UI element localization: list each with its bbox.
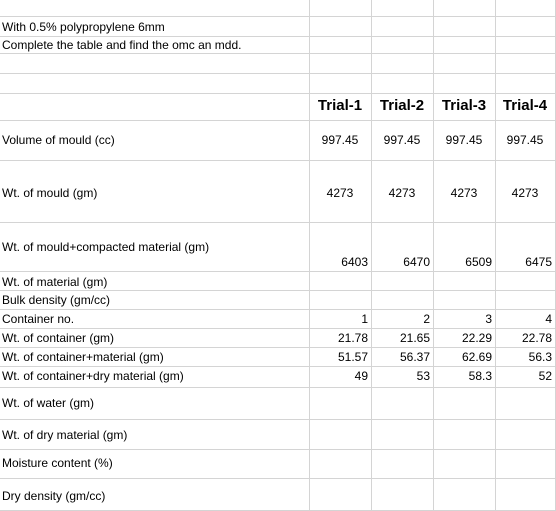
row-border — [0, 93, 556, 94]
row-border — [0, 309, 556, 310]
row-label-dry-density: Dry density (gm/cc) — [2, 489, 106, 503]
cell-container-t4: 22.78 — [521, 331, 552, 345]
row-border — [0, 53, 556, 54]
row-border — [0, 271, 556, 272]
cell-compacted-t4: 6475 — [525, 255, 552, 269]
row-border — [0, 73, 556, 74]
row-border — [0, 160, 556, 161]
cell-container-no-t3: 3 — [485, 312, 492, 326]
cell-volume-t3: 997.45 — [445, 133, 483, 147]
cell-compacted-t1: 6403 — [341, 255, 368, 269]
row-border — [0, 387, 556, 388]
row-border — [0, 290, 556, 291]
row-border — [0, 347, 556, 348]
row-label-volume: Volume of mould (cc) — [2, 133, 115, 147]
intro-line-2: Complete the table and find the omc an mdd. — [2, 38, 242, 52]
cell-container-dry-t2: 53 — [416, 369, 430, 383]
cell-container-t2: 21.65 — [399, 331, 430, 345]
cell-container-t3: 22.29 — [461, 331, 492, 345]
cell-mould-t1: 4273 — [326, 186, 354, 200]
cell-volume-t4: 997.45 — [506, 133, 544, 147]
row-border — [0, 449, 556, 450]
row-border — [0, 419, 556, 420]
row-border — [0, 222, 556, 223]
cell-container-dry-t3: 58.3 — [468, 369, 492, 383]
header-trial-2: Trial-2 — [379, 97, 425, 114]
row-border — [0, 478, 556, 479]
header-trial-3: Trial-3 — [441, 97, 487, 114]
cell-compacted-t3: 6509 — [465, 255, 492, 269]
row-label-mould: Wt. of mould (gm) — [2, 186, 98, 200]
row-border — [0, 328, 556, 329]
row-label-material: Wt. of material (gm) — [2, 275, 108, 289]
row-label-compacted: Wt. of mould+compacted material (gm) — [2, 240, 210, 254]
row-label-container-material: Wt. of container+material (gm) — [2, 350, 164, 364]
row-label-dry-material: Wt. of dry material (gm) — [2, 428, 128, 442]
intro-line-1: With 0.5% polypropylene 6mm — [2, 20, 165, 34]
row-label-water: Wt. of water (gm) — [2, 396, 95, 410]
cell-container-no-t1: 1 — [361, 312, 368, 326]
cell-container-dry-t1: 49 — [354, 369, 368, 383]
header-trial-4: Trial-4 — [502, 97, 548, 114]
cell-container-material-t3: 62.69 — [461, 350, 492, 364]
cell-volume-t2: 997.45 — [383, 133, 421, 147]
cell-container-dry-t4: 52 — [538, 369, 552, 383]
row-label-container: Wt. of container (gm) — [2, 331, 115, 345]
cell-container-material-t2: 56.37 — [399, 350, 430, 364]
cell-container-material-t1: 51.57 — [337, 350, 368, 364]
row-label-moisture: Moisture content (%) — [2, 456, 113, 470]
cell-volume-t1: 997.45 — [321, 133, 359, 147]
row-label-container-dry: Wt. of container+dry material (gm) — [2, 369, 184, 383]
row-label-container-no: Container no. — [2, 312, 75, 326]
cell-container-material-t4: 56.3 — [528, 350, 552, 364]
row-border — [0, 36, 556, 37]
row-border — [0, 366, 556, 367]
cell-mould-t2: 4273 — [388, 186, 416, 200]
row-border — [0, 120, 556, 121]
header-trial-1: Trial-1 — [317, 97, 363, 114]
cell-container-t1: 21.78 — [337, 331, 368, 345]
row-label-bulk-density: Bulk density (gm/cc) — [2, 293, 111, 307]
cell-compacted-t2: 6470 — [403, 255, 430, 269]
cell-container-no-t4: 4 — [545, 312, 552, 326]
cell-mould-t4: 4273 — [511, 186, 539, 200]
row-border — [0, 16, 556, 17]
cell-mould-t3: 4273 — [450, 186, 478, 200]
cell-container-no-t2: 2 — [423, 312, 430, 326]
